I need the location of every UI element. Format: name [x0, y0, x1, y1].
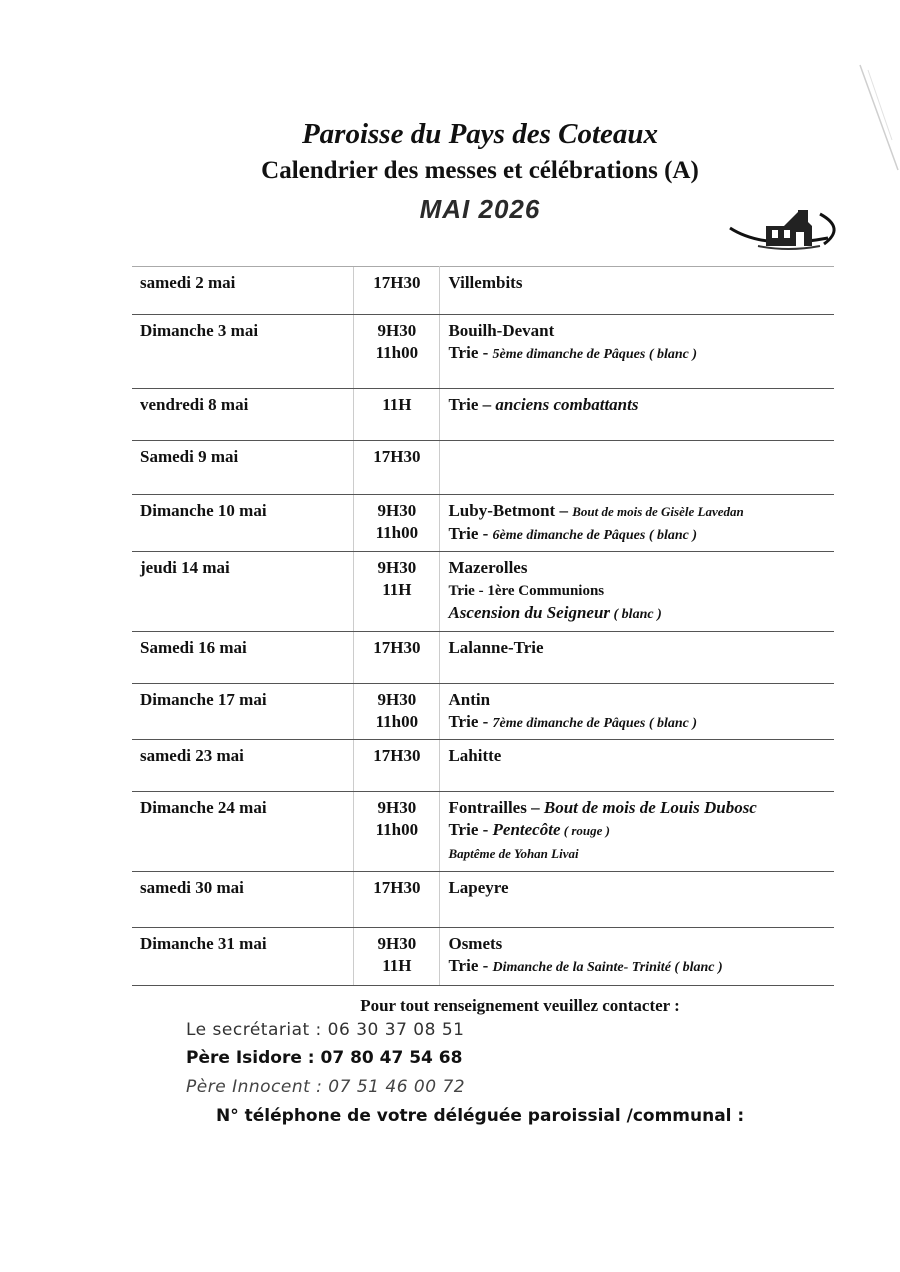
schedule-places — [440, 495, 834, 552]
schedule-places — [440, 552, 834, 632]
schedule-day: Dimanche 24 mai — [132, 792, 354, 872]
place-text: Bout de mois de Gisèle Lavedan — [572, 504, 744, 519]
mass-time: 9H30 — [377, 934, 417, 953]
mass-time: 11h00 — [375, 820, 419, 839]
place-text: Villembits — [448, 273, 523, 292]
place-text: Lahitte — [448, 746, 502, 765]
schedule-times — [354, 684, 440, 740]
contact-heading: Pour tout renseignement veuillez contacter : — [360, 996, 680, 1015]
mass-time: 9H30 — [377, 321, 417, 340]
schedule-places — [440, 267, 834, 315]
place-line — [448, 797, 826, 819]
mass-time: 11H — [382, 395, 412, 414]
place-text: 6ème dimanche de Pâques ( blanc ) — [492, 528, 698, 543]
schedule-row — [132, 792, 834, 872]
parish-title: Paroisse du Pays des Coteaux — [301, 118, 659, 150]
mass-time: 9H30 — [377, 558, 417, 577]
schedule-places — [440, 928, 834, 986]
place-line — [448, 711, 826, 735]
place-text: – — [526, 798, 544, 817]
schedule-places — [440, 792, 834, 872]
schedule-places — [440, 315, 834, 389]
schedule-row — [132, 315, 834, 389]
schedule-row — [132, 495, 834, 552]
place-line — [448, 819, 826, 842]
schedule-day: samedi 23 mai — [132, 740, 354, 792]
calendar-subtitle: Calendrier des messes et célébrations (A) — [261, 157, 699, 184]
schedule-row — [132, 552, 834, 632]
mass-time: 9H30 — [377, 501, 417, 520]
place-line — [448, 602, 826, 626]
schedule-places — [440, 872, 834, 928]
mass-time: 11h00 — [375, 343, 419, 362]
place-text: Dimanche de la Sainte- Trinité ( blanc ) — [492, 960, 723, 975]
schedule-times — [354, 792, 440, 872]
place-text: Fontrailles — [448, 798, 527, 817]
schedule-row — [132, 740, 834, 792]
place-line — [448, 557, 826, 579]
place-line — [448, 933, 826, 955]
mass-time: 9H30 — [377, 798, 417, 817]
place-text: Luby-Betmont — [448, 501, 556, 520]
place-line — [448, 689, 826, 711]
place-text: Baptême de Yohan Livai — [448, 846, 579, 861]
place-text: Pentecôte — [492, 820, 561, 839]
schedule-times — [354, 495, 440, 552]
schedule-row — [132, 632, 834, 684]
schedule-row — [132, 389, 834, 441]
schedule-times — [354, 928, 440, 986]
place-text: 7ème dimanche de Pâques ( blanc ) — [492, 716, 698, 731]
schedule-row — [132, 441, 834, 495]
schedule-day: Dimanche 10 mai — [132, 495, 354, 552]
month-title: MAI 2026 — [419, 194, 541, 224]
place-text: Bouilh-Devant — [448, 321, 555, 340]
contact-secretariat: Le secrétariat : 06 30 37 08 51 — [186, 1020, 465, 1040]
mass-time: 11H — [382, 580, 412, 599]
contact-pere-innocent: Père Innocent : 07 51 46 00 72 — [186, 1077, 466, 1097]
place-text: Trie - — [448, 524, 493, 543]
mass-time: 11h00 — [375, 523, 419, 542]
mass-time: 17H30 — [373, 878, 421, 897]
schedule-day: vendredi 8 mai — [132, 389, 354, 441]
schedule-row — [132, 872, 834, 928]
mass-schedule-table — [132, 266, 834, 986]
place-text: ( rouge ) — [560, 823, 610, 838]
schedule-day: Samedi 9 mai — [132, 441, 354, 495]
schedule-times — [354, 315, 440, 389]
place-text: Antin — [448, 690, 491, 709]
place-text: Trie - — [448, 820, 493, 839]
place-line — [448, 579, 826, 602]
place-line — [448, 394, 826, 416]
place-text: Osmets — [448, 934, 503, 953]
schedule-row — [132, 928, 834, 986]
schedule-day: samedi 30 mai — [132, 872, 354, 928]
mass-time: 11h00 — [375, 712, 419, 731]
place-text: Trie - 1ère Communions — [448, 583, 605, 599]
mass-time: 11H — [382, 956, 412, 975]
contact-pere-isidore: Père Isidore : 07 80 47 54 68 — [186, 1048, 463, 1068]
schedule-row — [132, 684, 834, 740]
place-text: Ascension du Seigneur — [448, 603, 611, 622]
place-text: 5ème dimanche de Pâques ( blanc ) — [492, 347, 698, 362]
schedule-places — [440, 632, 834, 684]
schedule-row — [132, 267, 834, 315]
schedule-times — [354, 632, 440, 684]
place-text: Lalanne-Trie — [448, 638, 544, 657]
schedule-day: Dimanche 31 mai — [132, 928, 354, 986]
mass-time: 9H30 — [377, 690, 417, 709]
place-line — [448, 523, 826, 547]
mass-time: 17H30 — [373, 746, 421, 765]
schedule-times — [354, 872, 440, 928]
place-text: Mazerolles — [448, 558, 528, 577]
place-line — [448, 500, 826, 523]
place-text: Lapeyre — [448, 878, 509, 897]
schedule-day: jeudi 14 mai — [132, 552, 354, 632]
place-text: ( blanc ) — [610, 607, 662, 622]
place-line — [448, 342, 826, 366]
mass-time: 17H30 — [373, 638, 421, 657]
place-text: Trie - — [448, 343, 493, 362]
place-text: Bout de mois de Louis Dubosc — [543, 798, 757, 817]
place-text: – — [555, 501, 573, 520]
place-line — [448, 320, 826, 342]
church-logo-icon — [724, 206, 842, 254]
mass-time: 17H30 — [373, 273, 421, 292]
schedule-places — [440, 740, 834, 792]
place-text: Trie - — [448, 956, 493, 975]
schedule-places — [440, 684, 834, 740]
schedule-day: samedi 2 mai — [132, 267, 354, 315]
place-text: Trie - — [448, 712, 493, 731]
schedule-places — [440, 441, 834, 495]
place-text: anciens combattants — [495, 395, 639, 414]
schedule-day: Samedi 16 mai — [132, 632, 354, 684]
schedule-day: Dimanche 17 mai — [132, 684, 354, 740]
schedule-times — [354, 267, 440, 315]
contact-delegate-phone: N° téléphone de votre déléguée paroissial /communal : — [216, 1106, 745, 1126]
place-line — [448, 955, 826, 979]
schedule-times — [354, 740, 440, 792]
schedule-times — [354, 441, 440, 495]
mass-time: 17H30 — [373, 447, 421, 466]
schedule-places — [440, 389, 834, 441]
schedule-day: Dimanche 3 mai — [132, 315, 354, 389]
schedule-times — [354, 389, 440, 441]
place-line — [448, 272, 826, 294]
schedule-times — [354, 552, 440, 632]
place-text: Trie – — [448, 395, 496, 414]
place-line — [448, 877, 826, 899]
place-line — [448, 842, 826, 865]
place-line — [448, 637, 826, 659]
place-line — [448, 745, 826, 767]
